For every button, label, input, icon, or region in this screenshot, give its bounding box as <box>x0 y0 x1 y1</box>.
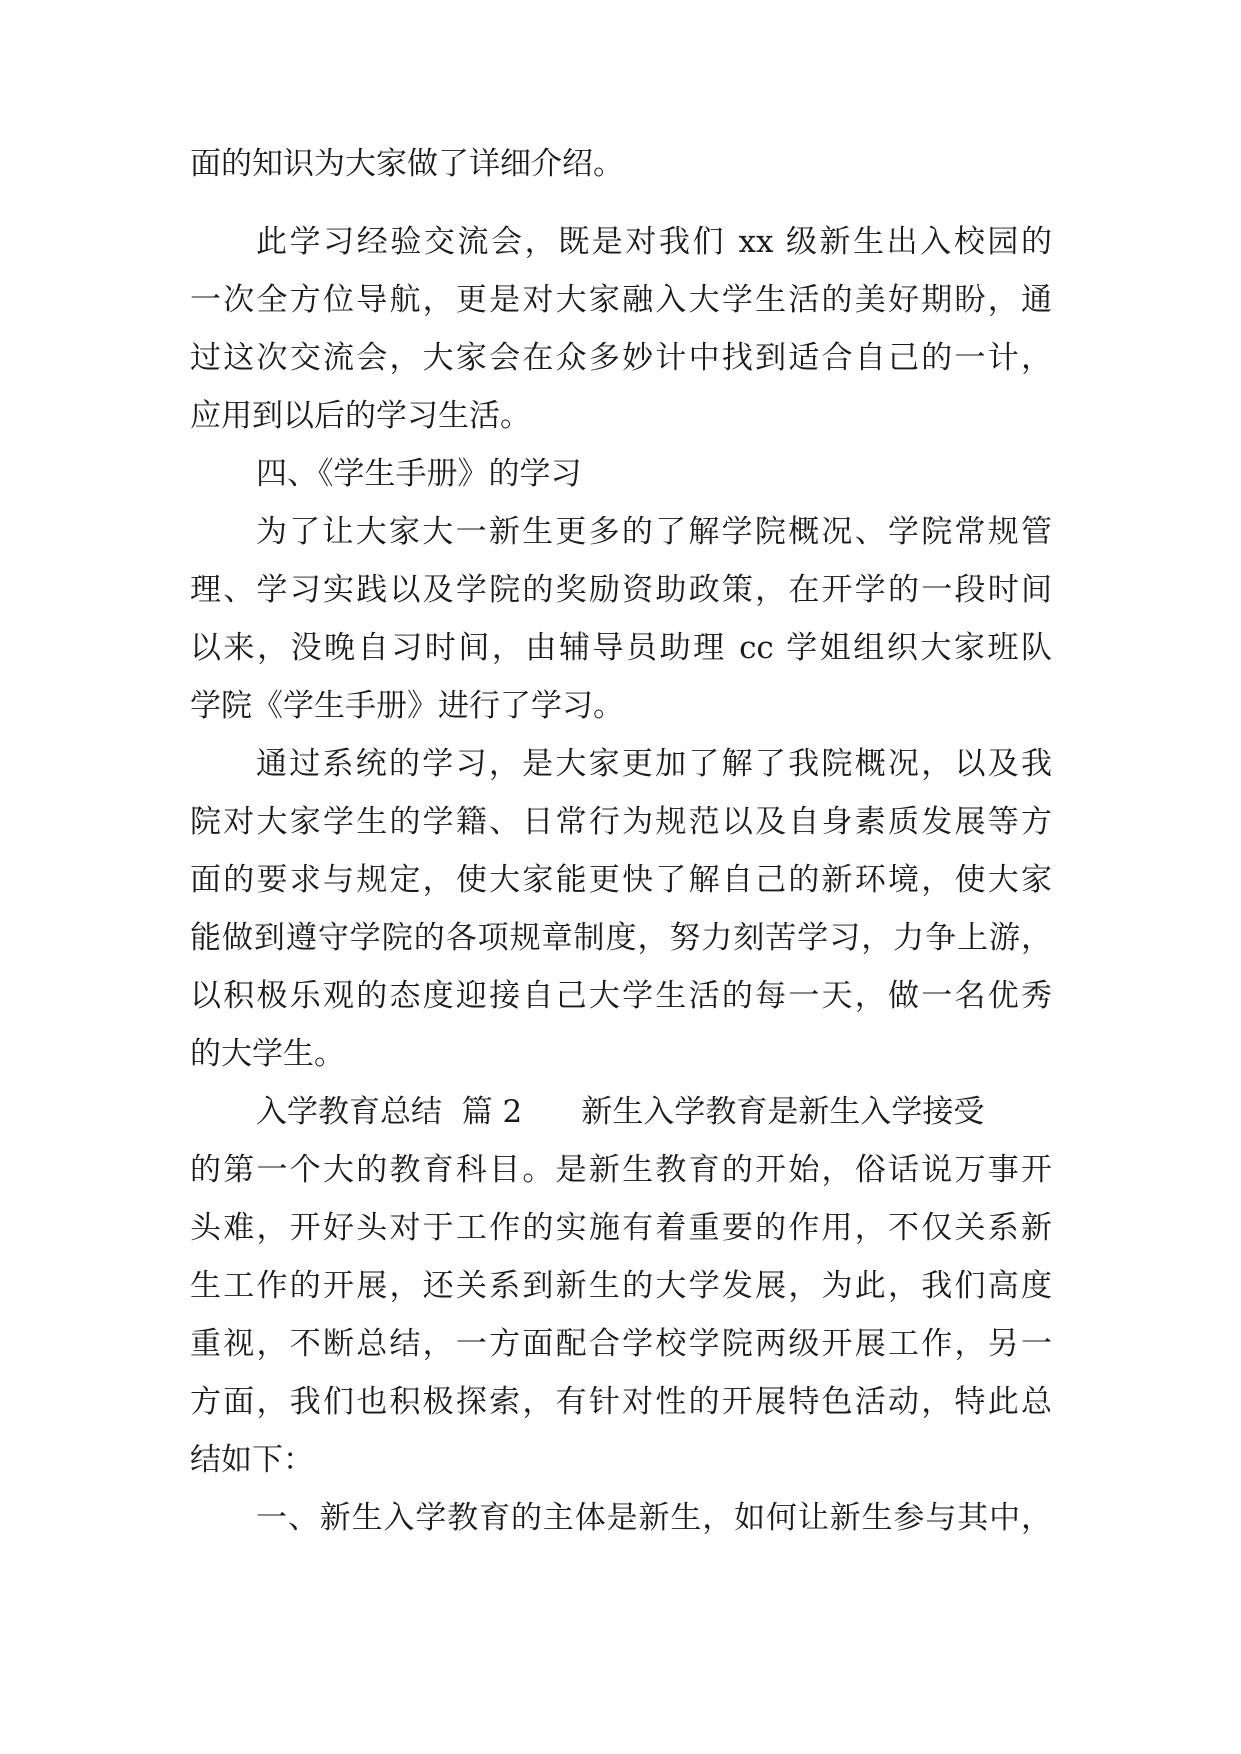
text-line: 生工作的开展，还关系到新生的大学发展，为此，我们高度 <box>190 1268 1052 1304</box>
text-line: 能做到遵守学院的各项规章制度，努力刻苦学习，力争上游， <box>190 920 1052 956</box>
text-line: 学院《学生手册》进行了学习。 <box>190 688 624 724</box>
text-line: 面的要求与规定，使大家能更快了解自己的新环境，使大家 <box>190 862 1052 898</box>
text-line: 方面，我们也积极探索，有针对性的开展特色活动，特此总 <box>190 1384 1052 1420</box>
text-line: 应用到以后的学习生活。 <box>190 398 531 434</box>
text-line: 过这次交流会，大家会在众多妙计中找到适合自己的一计， <box>190 340 1052 376</box>
text-line: 此学习经验交流会，既是对我们 xx 级新生出入校园的 <box>256 224 1052 260</box>
text-line: 结如下： <box>190 1442 314 1478</box>
text-line: 以来，没晚自习时间，由辅导员助理 cc 学姐组织大家班队 <box>190 630 1052 666</box>
section-heading: 四、《学生手册》的学习 <box>256 456 582 492</box>
text-line: 以积极乐观的态度迎接自己大学生活的每一天，做一名优秀 <box>190 978 1052 1014</box>
text-line: 重视，不断总结，一方面配合学校学院两级开展工作，另一 <box>190 1326 1052 1362</box>
text-line: 的大学生。 <box>190 1036 345 1072</box>
text-line: 通过系统的学习，是大家更加了解了我院概况，以及我 <box>256 746 1052 782</box>
text-line: 一、新生入学教育的主体是新生，如何让新生参与其中， <box>256 1500 1052 1536</box>
text-line: 面的知识为大家做了详细介绍。 <box>190 146 624 182</box>
text-line: 为了让大家大一新生更多的了解学院概况、学院常规管 <box>256 514 1052 550</box>
text-line: 院对大家学生的学籍、日常行为规范以及自身素质发展等方 <box>190 804 1052 840</box>
text-line: 头难，开好头对于工作的实施有着重要的作用，不仅关系新 <box>190 1210 1052 1246</box>
text-line: 一次全方位导航，更是对大家融入大学生活的美好期盼，通 <box>190 282 1052 318</box>
text-line: 理、学习实践以及学院的奖励资助政策，在开学的一段时间 <box>190 572 1052 608</box>
text-line: 的第一个大的教育科目。是新生教育的开始，俗话说万事开 <box>190 1152 1052 1188</box>
section-title-line: 入学教育总结 篇 2 新生入学教育是新生入学接受 <box>256 1094 985 1130</box>
